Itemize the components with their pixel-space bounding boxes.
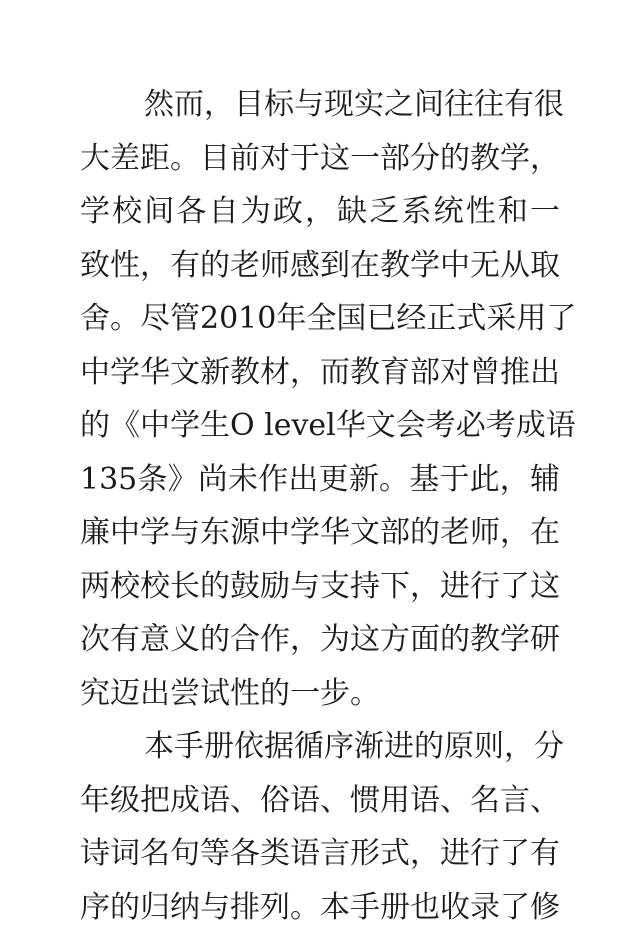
text-line: 舍。尽管2010年全国已经正式采用了 [80, 292, 560, 346]
text-line: 究迈出尝试性的一步。 [80, 667, 560, 721]
text-line: 两校校长的鼓励与支持下，进行了这 [80, 560, 560, 614]
text-line: 廉中学与东源中学华文部的老师，在 [80, 506, 560, 560]
text-line: 然而，目标与现实之间往往有很 [80, 78, 560, 132]
text-line: 次有意义的合作，为这方面的教学研 [80, 613, 560, 667]
text-line: 致性，有的老师感到在教学中无从取 [80, 239, 560, 293]
text-line: 本手册依据循序渐进的原则，分 [80, 720, 560, 774]
text-line: 的《中学生O level华文会考必考成语 [80, 399, 560, 453]
paragraph-1 [80, 78, 560, 720]
text-line: 中学华文新教材，而教育部对曾推出 [80, 346, 560, 400]
text-line: 学校间各自为政，缺乏系统性和一 [80, 185, 560, 239]
text-line: 135条》尚未作出更新。基于此，辅 [80, 453, 560, 507]
text-line: 诗词名句等各类语言形式，进行了有 [80, 827, 560, 881]
text-line: 年级把成语、俗语、惯用语、名言、 [80, 774, 560, 828]
text-line: 序的归纳与排列。本手册也收录了修 [80, 881, 560, 934]
text-line: 大差距。目前对于这一部分的教学， [80, 132, 560, 186]
paragraph-2 [80, 720, 560, 934]
body-text [80, 78, 560, 934]
